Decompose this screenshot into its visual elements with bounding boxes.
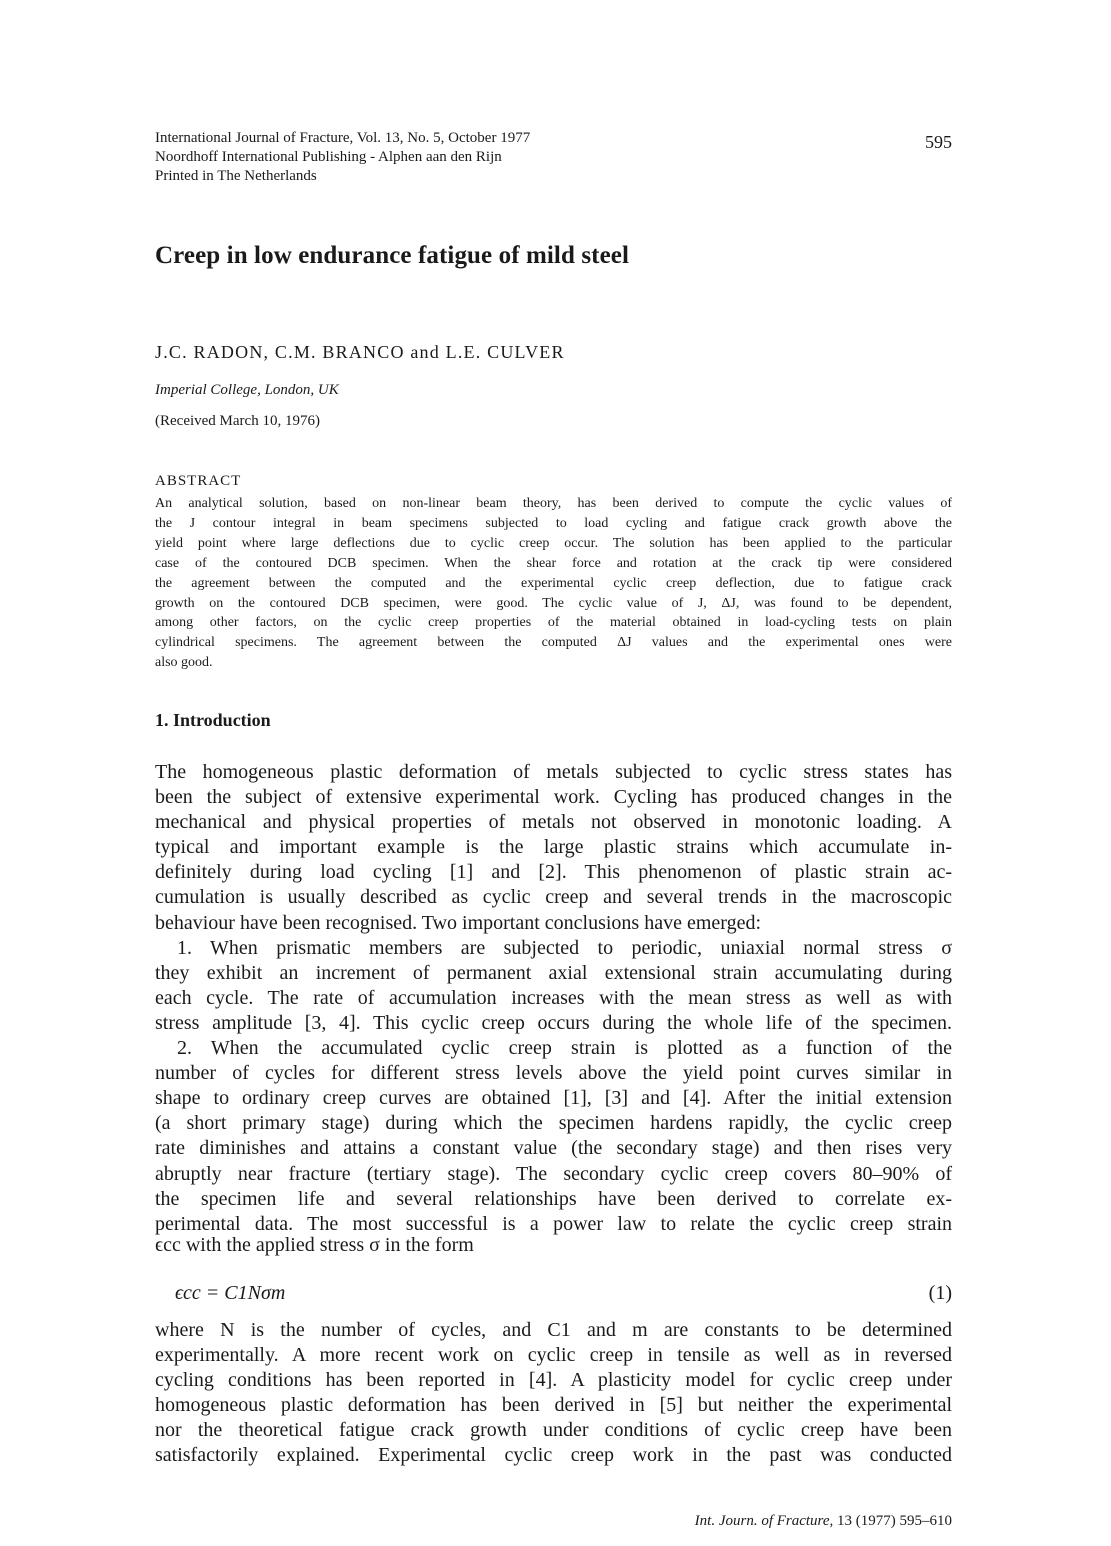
body-line: perimental data. The most successful is a power law to relate the cyclic creep strain — [155, 1212, 952, 1235]
body-line: number of cycles for different stress levels above the yield point curves similar in — [155, 1062, 952, 1085]
abstract-text — [155, 494, 952, 673]
paper-title: Creep in low endurance fatigue of mild steel — [155, 242, 630, 269]
body-line: The homogeneous plastic deformation of metals subjected to cyclic stress states has — [155, 761, 952, 783]
body-line: 2. When the accumulated cyclic creep strain is plotted as a function of the — [177, 1037, 952, 1060]
abstract-heading: ABSTRACT — [155, 473, 242, 489]
printed-line: Printed in The Netherlands — [155, 168, 317, 184]
equation-expression: ϵcc = C1Nσm — [175, 1282, 286, 1304]
journal-header — [155, 129, 952, 186]
abstract-line: cylindrical specimens. The agreement between the computed ΔJ values and the experimental ones were — [155, 635, 952, 651]
body-line: been the subject of extensive experimental work. Cycling has produced changes in the — [155, 786, 952, 809]
body-line: typical and important example is the large plastic strains which accumulate in- — [155, 836, 952, 859]
body-line: abruptly near fracture (tertiary stage). The secondary cyclic creep covers 80–90% of — [155, 1162, 952, 1185]
abstract-line: case of the contoured DCB specimen. When the shear force and rotation at the crack tip were considered — [155, 555, 952, 571]
body-line: shape to ordinary creep curves are obtained [1], [3] and [4]. After the initial extension — [155, 1087, 952, 1110]
affiliation: Imperial College, London, UK — [155, 382, 339, 398]
abstract-line: An analytical solution, based on non-linear beam theory, has been derived to compute the cyclic values of — [155, 496, 952, 511]
body-line: (a short primary stage) during which the specimen hardens rapidly, the cyclic creep — [155, 1112, 952, 1135]
footer-volume: 13 (1977) 595–610 — [837, 1513, 952, 1529]
abstract-line: growth on the contoured DCB specimen, were good. The cyclic value of J, ΔJ, was found to be dependent, — [155, 595, 952, 611]
journal-line: International Journal of Fracture, Vol. 13, No. 5, October 1977 — [155, 130, 531, 146]
authors: J.C. RADON, C.M. BRANCO and L.E. CULVER — [155, 342, 565, 362]
footer-citation — [695, 1513, 952, 1530]
body-line: each cycle. The rate of accumulation increases with the mean stress as well as with — [155, 986, 952, 1009]
abstract-line: the J contour integral in beam specimens subjected to load cycling and fatigue crack growth above the — [155, 515, 952, 531]
body-line: experimentally. A more recent work on cyclic creep in tensile as well as in reversed — [155, 1344, 952, 1367]
body-line: they exhibit an increment of permanent axial extensional strain accumulating during — [155, 961, 952, 984]
abstract-line: yield point where large deflections due to cyclic creep occur. The solution has been applied to the particular — [155, 535, 952, 551]
introduction-paragraphs — [155, 760, 952, 1237]
abstract-line: among other factors, on the cyclic creep properties of the material obtained in load-cycling tests on plain — [155, 615, 952, 631]
received-date: (Received March 10, 1976) — [155, 413, 320, 429]
body-line: cycling conditions has been reported in [4]. A plasticity model for cyclic creep under — [155, 1369, 952, 1392]
abstract-line: also good. — [155, 655, 213, 671]
abstract-line: the agreement between the computed and the experimental cyclic creep deflection, due to fatigue crack — [155, 575, 952, 591]
section-heading-introduction: 1. Introduction — [155, 710, 271, 730]
paper-page — [155, 0, 952, 1546]
publisher-line: Noordhoff International Publishing - Alphen aan den Rijn — [155, 149, 502, 165]
body-line: nor the theoretical fatigue crack growth under conditions of cyclic creep have been — [155, 1419, 952, 1442]
body-line: definitely during load cycling [1] and [2]. This phenomenon of plastic strain ac- — [155, 861, 952, 884]
body-line: 1. When prismatic members are subjected to periodic, uniaxial normal stress σ — [177, 936, 952, 959]
footer-journal: Int. Journ. of Fracture, — [694, 1513, 834, 1529]
page-number: 595 — [925, 132, 952, 152]
body-line: stress amplitude [3, 4]. This cyclic creep occurs during the whole life of the specimen. — [155, 1011, 952, 1034]
equation-number: (1) — [928, 1282, 952, 1304]
body-line: satisfactorily explained. Experimental cyclic creep work in the past was conducted — [155, 1444, 952, 1467]
body-line: the specimen life and several relationships have been derived to correlate ex- — [155, 1187, 952, 1210]
introduction-continued — [155, 1318, 952, 1469]
equation-1 — [175, 1282, 952, 1305]
body-line: homogeneous plastic deformation has been derived in [5] but neither the experimental — [155, 1394, 952, 1417]
body-line: cumulation is usually described as cyclic creep and several trends in the macroscopic — [155, 886, 952, 909]
body-line: mechanical and physical properties of metals not observed in monotonic loading. A — [155, 811, 952, 834]
body-line: where N is the number of cycles, and C1 and m are constants to be determined — [155, 1319, 952, 1341]
body-line: behaviour have been recognised. Two important conclusions have emerged: — [155, 911, 762, 934]
body-line: ϵcc with the applied stress σ in the form — [155, 1234, 474, 1256]
body-line: rate diminishes and attains a constant value (the secondary stage) and then rises very — [155, 1137, 952, 1160]
equation-lead-in — [155, 1233, 952, 1258]
